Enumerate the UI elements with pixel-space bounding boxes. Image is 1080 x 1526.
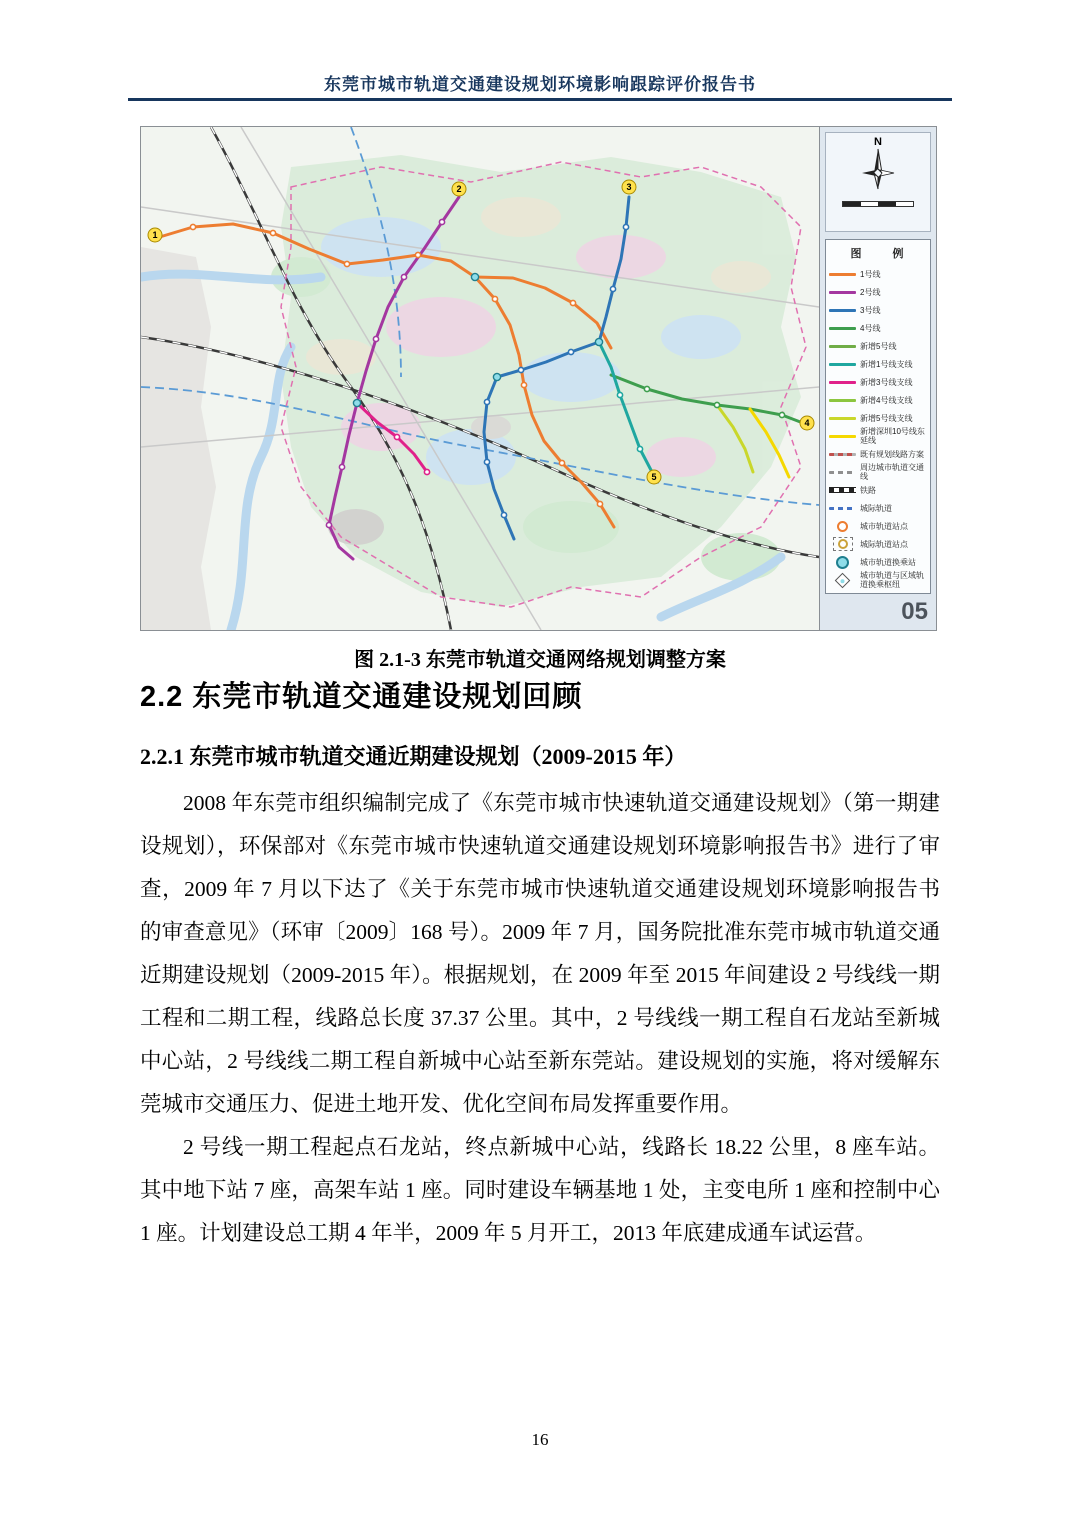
svg-text:4: 4 [804,418,810,428]
legend-swatch [829,487,856,493]
svg-text:3: 3 [626,182,632,192]
legend-swatch [829,309,856,312]
legend-swatch [829,291,856,294]
figure-map [140,126,937,631]
legend-swatch [829,399,856,402]
legend-item [829,409,927,427]
legend-item [829,535,927,553]
map-canvas [141,127,819,630]
legend-swatch [829,537,856,551]
legend-swatch [829,435,856,438]
body-paragraph: 2008 年东莞市组织编制完成了《东莞市城市快速轨道交通建设规划》（第一期建设规划），环保部对《东莞市城市快速轨道交通建设规划环境影响报告书》进行了审查，2009 年 7 月以下达了《关于东莞市城市快速轨道交通建设规划环境影响报告书的审查意见》（环审〔2009〕168 号）。2009 年 7 月，国务院批准东莞市城市轨道交通近期建设规划（2009-2015 年）。根据规划，在 2009 年至 2015 年间建设 2 号线线一期工程和二期工程，线路总长度 37.37 公里。其中，2 号线线一期工程自石龙站至新城中心站，2 号线线二期工程自新城中心站至新东莞站。建设规划的实施，将对缓解东莞城市交通压力、促进土地开发、优化空间布局发挥重要作用。 [140,791,940,1116]
legend-label: 城际轨道 [860,503,892,513]
svg-text:5: 5 [651,472,657,482]
legend-swatch [829,575,856,586]
legend-item [829,301,927,319]
legend-item [829,391,927,409]
legend-item [829,373,927,391]
legend-label: 2号线 [860,287,881,297]
svg-text:1: 1 [152,230,158,240]
legend-item [829,481,927,499]
legend-swatch [829,327,856,330]
legend-label: 城市轨道站点 [860,521,908,531]
legend-label: 新增1号线支线 [860,359,913,369]
legend-item [829,427,927,445]
header-rule [128,98,952,101]
legend-item [829,337,927,355]
map-terrain [271,155,801,607]
legend-label: 新增4号线支线 [860,395,913,405]
legend-label: 新增5号线 [860,341,897,351]
legend-label: 既有规划线路方案 [860,449,924,459]
figure-caption: 图 2.1-3 东莞市轨道交通网络规划调整方案 [354,649,726,671]
legend-swatch [829,273,856,276]
legend-item [829,445,927,463]
legend-label: 城市轨道与区域轨道换乘枢纽 [860,571,924,589]
legend-item [829,499,927,517]
legend-item [829,517,927,535]
legend-label: 周边城市轨道交通线 [860,463,924,481]
legend-item [829,355,927,373]
legend-label: 新增3号线支线 [860,377,913,387]
legend-swatch [829,345,856,348]
legend-item [829,283,927,301]
legend-label: 4号线 [860,323,881,333]
legend-panel [819,127,936,630]
page-number: 16 [531,1430,549,1449]
legend-swatch [829,471,856,474]
svg-text:2: 2 [456,184,462,194]
subsection-heading: 2.2.1 东莞市城市轨道交通近期建设规划（2009-2015 年） [140,744,687,769]
north-arrow [825,132,931,232]
legend-label: 3号线 [860,305,881,315]
legend-item [829,319,927,337]
legend-label: 城际轨道站点 [860,539,908,549]
legend-list [829,265,927,589]
legend-swatch [829,556,856,569]
legend-label: 新增深圳10号线东延线 [860,427,925,445]
legend-swatch [829,507,856,510]
legend-swatch [829,521,856,532]
body-text [140,782,940,1255]
legend-item [829,265,927,283]
legend-label: 铁路 [860,485,876,495]
legend-swatch [829,453,856,456]
body-paragraph: 2 号线一期工程起点石龙站，终点新城中心站，线路长 18.22 公里，8 座车站。其中地下站 7 座，高架车站 1 座。同时建设车辆基地 1 处，主变电所 1 座和控制中心 1 座。计划建设总工期 4 年半，2009 年 5 月开工，2013 年底建成通车试运营。 [140,1135,940,1245]
legend-label: 新增5号线支线 [860,413,913,423]
legend-label: 城市轨道换乘站 [860,557,916,567]
legend-label: 1号线 [860,269,881,279]
compass-n-label: N [874,136,882,148]
legend-swatch [829,381,856,384]
legend-item [829,571,927,589]
legend-box [825,239,931,594]
legend-item [829,463,927,481]
legend-title: 图 例 [850,248,914,260]
map-page-badge: 05 [901,598,928,625]
legend-swatch [829,363,856,366]
legend-swatch [829,417,856,420]
report-header: 东莞市城市轨道交通建设规划环境影响跟踪评价报告书 [324,75,756,94]
legend-item [829,553,927,571]
scale-bar [842,201,914,207]
map-svg [141,127,819,630]
section-heading: 2.2 东莞市轨道交通建设规划回顾 [140,681,583,713]
